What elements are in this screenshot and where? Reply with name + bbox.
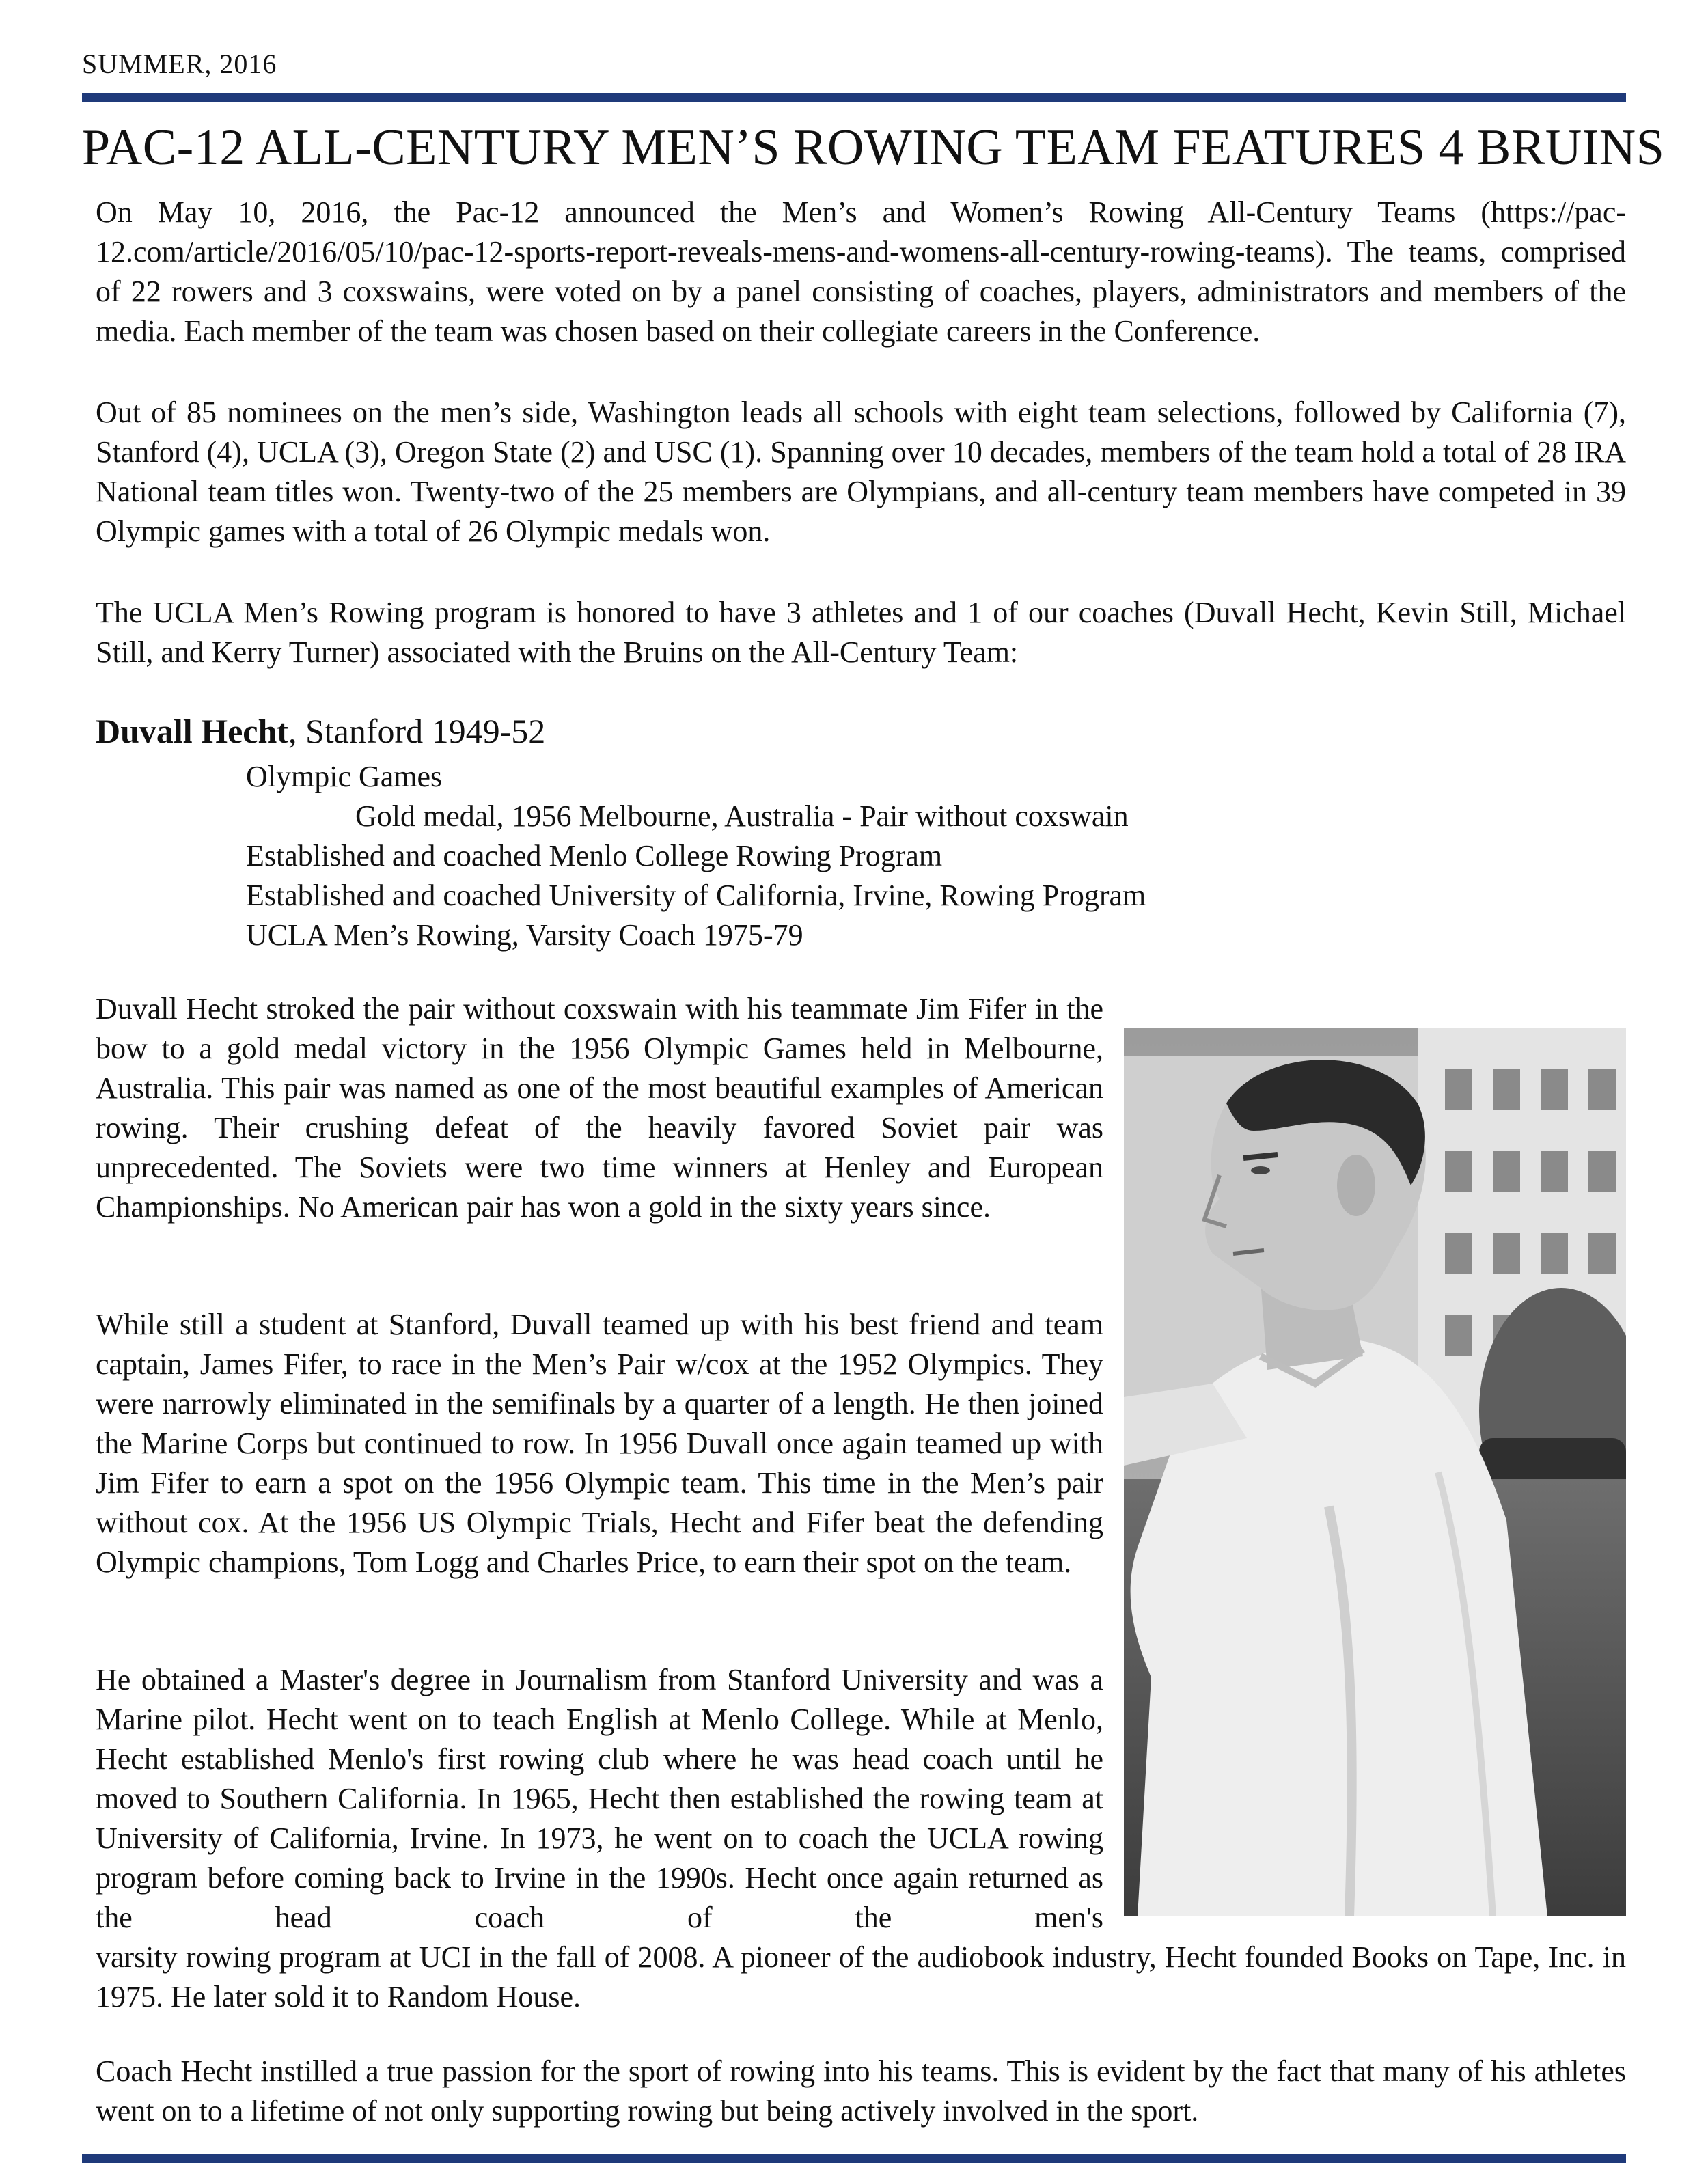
intro-paragraph-1: On May 10, 2016, the Pac-12 announced the Men’s and Women’s Rowing All-Century Teams (https://pac-12.com/article/2016/05/10/pac-12-sports-report-reveals-mens-and-womens-all-century-rowing-teams). The teams, comprised of 22 rowers and 3 coxswains, were voted on by a panel consisting of coaches, players, administrators and members of the media. Each member of the team was chosen based on their collegiate careers in the Conference. [96, 195, 1626, 348]
top-rule [82, 93, 1626, 102]
bio-paragraph-3-wrapped: He obtained a Master's degree in Journalism from Stanford University and was a Marine pilot. Hecht went on to teach English at Menlo College. While at Menlo, Hecht established Menlo's first rowing club where he was head coach until he moved to Southern California. In 1965, Hecht then established the rowing team at University of California, Irvine. In 1973, he went on to coach the UCLA rowing program before coming back to Irvine in the 1990s. Hecht once again returned as the head coach of the men's [96, 1663, 1103, 1934]
issue-season: SUMMER, 2016 [82, 49, 277, 79]
honor-gold-medal: Gold medal, 1956 Melbourne, Australia - Pair without coxswain [355, 799, 1129, 833]
bio-paragraph-3-full: varsity rowing program at UCI in the fall of 2008. A pioneer of the audiobook industry, Hecht founded Books on Tape, Inc. in 1975. He later sold it to Random House. [96, 1940, 1626, 2013]
portrait-illustration [1124, 1028, 1626, 1916]
honor-uci-program: Established and coached University of California, Irvine, Rowing Program [246, 879, 1146, 912]
bio-paragraph-2: While still a student at Stanford, Duvall teamed up with his best friend and team captain, James Fifer, to race in the Men’s Pair w/cox at the 1952 Olympics. They were narrowly eliminated in the semifinals by a quarter of a length. He then joined the Marine Corps but continued to row. In 1956 Duvall once again teamed up with Jim Fifer to earn a spot on the 1956 Olympic team. This time in the Men’s pair without cox. At the 1956 US Olympic Trials, Hecht and Fifer beat the defending Olympic champions, Tom Logg and Charles Price, to earn their spot on the team. [96, 1308, 1103, 1579]
honor-ucla-coach: UCLA Men’s Rowing, Varsity Coach 1975-79 [246, 918, 803, 952]
honor-olympic-games: Olympic Games [246, 760, 443, 793]
article-headline: PAC-12 ALL-CENTURY MEN’S ROWING TEAM FEATURES 4 BRUINS [82, 120, 1665, 176]
bio-paragraph-1: Duvall Hecht stroked the pair without coxswain with his teammate Jim Fifer in the bow to a gold medal victory in the 1956 Olympic Games held in Melbourne, Australia. This pair was named as one of the most beautiful examples of American rowing. Their crushing defeat of the heavily favored Soviet pair was unprecedented. The Soviets were two time winners at Henley and European Championships. No American pair has won a gold in the sixty years since. [96, 992, 1103, 1224]
athlete-affiliation: , Stanford 1949-52 [288, 712, 546, 750]
closing-paragraph: Coach Hecht instilled a true passion for the sport of rowing into his teams. This is evident by the fact that many of his athletes went on to a lifetime of not only supporting rowing but being actively involved in the sport. [96, 2054, 1626, 2128]
athlete-name: Duvall Hecht [96, 712, 288, 750]
intro-paragraph-3: The UCLA Men’s Rowing program is honored to have 3 athletes and 1 of our coaches (Duvall Hecht, Kevin Still, Michael Still, and Kerry Turner) associated with the Bruins on the All-Century Team: [96, 596, 1626, 669]
coach-portrait-photo [1124, 1028, 1626, 1916]
intro-paragraph-2: Out of 85 nominees on the men’s side, Washington leads all schools with eight team selections, followed by California (7), Stanford (4), UCLA (3), Oregon State (2) and USC (1). Spanning over 10 decades, members of the team hold a total of 28 IRA National team titles won. Twenty-two of the 25 members are Olympians, and all-century team members have competed in 39 Olympic games with a total of 26 Olympic medals won. [96, 396, 1626, 548]
bottom-rule [82, 2154, 1626, 2163]
athlete-heading [96, 711, 545, 752]
honor-menlo-program: Established and coached Menlo College Rowing Program [246, 839, 943, 872]
